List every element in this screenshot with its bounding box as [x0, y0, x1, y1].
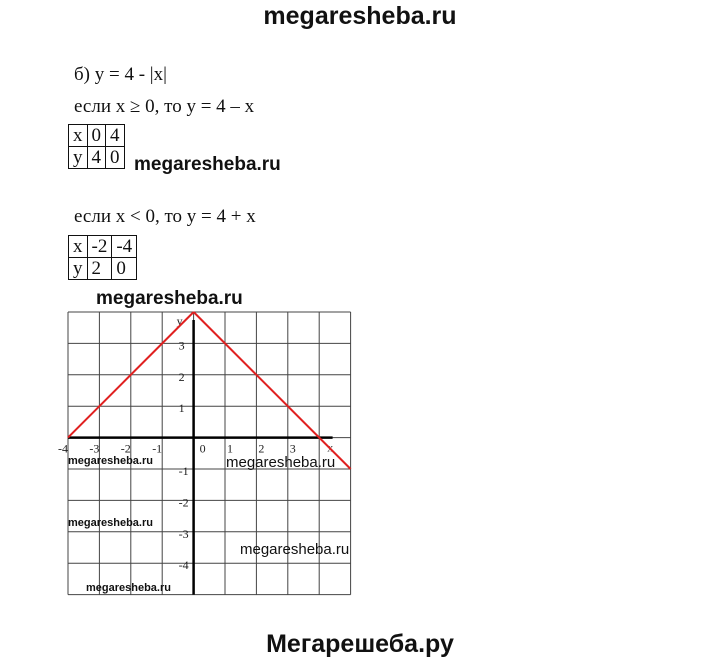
table-cell: x: [69, 236, 88, 258]
y-tick-label: 2: [178, 369, 185, 384]
table-cell: 4: [106, 125, 125, 147]
watermark: megaresheba.ru: [96, 288, 243, 309]
x-tick-label: 3: [289, 441, 296, 456]
watermark: megaresheba.ru: [68, 517, 153, 529]
y-tick-label: 1: [178, 401, 185, 416]
watermark: megaresheba.ru: [68, 455, 153, 467]
watermark: megaresheba.ru: [226, 454, 336, 471]
task-title: б) y = 4 - |x|: [74, 64, 167, 85]
x-axis-label: x: [327, 440, 334, 455]
site-title: megaresheba.ru: [263, 2, 457, 30]
y-tick-label: -2: [178, 495, 189, 510]
case-negative: если x < 0, то y = 4 + x: [74, 206, 256, 227]
y-tick-label: 3: [178, 338, 185, 353]
x-tick-label: -4: [58, 441, 68, 456]
case-nonnegative: если x ≥ 0, то y = 4 – x: [74, 96, 255, 117]
table-cell: -4: [112, 236, 137, 258]
table-cell: x: [69, 125, 88, 147]
table-cell: y: [69, 147, 88, 169]
table-cell: 2: [87, 258, 112, 280]
table-cell: 0: [112, 258, 137, 280]
table-cell: 0: [87, 125, 106, 147]
watermark: megaresheba.ru: [240, 541, 350, 558]
x-tick-label: 2: [258, 441, 265, 456]
series-line: [194, 312, 351, 469]
x-tick-label: 1: [227, 441, 233, 456]
y-tick-label: -4: [178, 558, 189, 573]
y-tick-label: -3: [178, 526, 189, 541]
footer-title: Мегарешеба.ру: [266, 630, 454, 658]
plot-lines: [68, 312, 351, 469]
table-cell: 0: [106, 147, 125, 169]
y-tick-label: -1: [178, 464, 189, 478]
table-cell: y: [69, 258, 88, 280]
table-cell: 4: [87, 147, 106, 169]
table-cell: -2: [87, 236, 112, 258]
x-tick-label: -3: [89, 441, 100, 456]
x-tick-label: -2: [120, 441, 131, 456]
watermark: megaresheba.ru: [86, 582, 171, 594]
x-tick-label: 0: [199, 441, 206, 456]
y-axis-label: y: [176, 314, 183, 328]
watermark: megaresheba.ru: [134, 154, 281, 175]
x-tick-label: -1: [152, 441, 163, 456]
